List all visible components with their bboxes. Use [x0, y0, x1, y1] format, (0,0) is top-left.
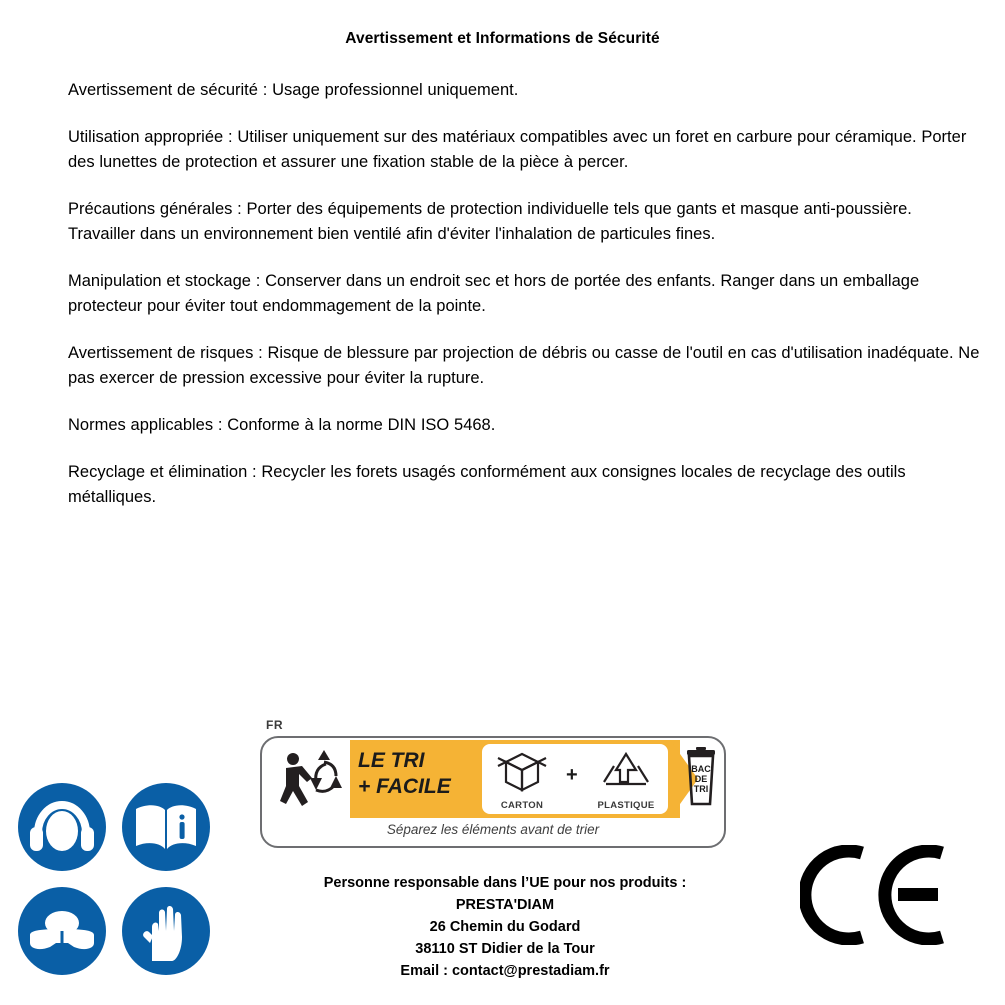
material-carton-caption: CARTON	[500, 800, 544, 811]
responsible-person-heading-prefix: Personne responsable dans l’	[323, 875, 530, 891]
paragraph-standards: Normes applicables : Conforme à la norme DIN ISO 5468.	[68, 416, 496, 434]
paragraph-recycling: Recyclage et élimination : Recycler les forets usagés conformément aux consignes locales de recyclage des outils métalliques.	[68, 463, 906, 506]
page-title: Avertissement et Informations de Sécurité	[345, 30, 660, 47]
paragraph-general-precautions: Précautions générales : Porter des équipements de protection individuelle tels que gants et masque anti-poussière. Travailler dans un environnement bien ventilé afin d'éviter l'inhalation de particules fines.	[68, 200, 912, 243]
ce-conformity-mark	[800, 845, 950, 945]
responsible-person-heading-suffix: pour nos produits :	[549, 875, 687, 891]
label-headline-line2: + FACILE	[358, 775, 451, 798]
waste-bin-caption	[682, 764, 720, 794]
responsible-person-heading	[205, 872, 805, 894]
materials-separator: +	[566, 764, 578, 786]
materials-panel	[482, 744, 668, 814]
bin-caption-line1: BAC	[691, 764, 711, 774]
read-instructions-icon	[122, 783, 210, 871]
paragraph-proper-use: Utilisation appropriée : Utiliser uniquement sur des matériaux compatibles avec un foret en carbure pour céramique. Porter des lunettes de protection et assurer une fixation stable de la pièce à percer.	[68, 128, 967, 171]
paragraph-risk-warning: Avertissement de risques : Risque de blessure par projection de débris ou casse de l'outil en cas d'utilisation inadéquate. Ne pas exercer de pression excessive pour éviter la rupture.	[68, 344, 980, 387]
country-tag: FR	[266, 718, 283, 732]
safety-text-body	[68, 78, 983, 510]
material-carton	[486, 748, 558, 811]
label-headline-line1: LE TRI	[358, 749, 425, 772]
recycling-label-box	[260, 736, 726, 848]
plastic-recycle-icon	[590, 748, 662, 794]
paragraph-handling-storage: Manipulation et stockage : Conserver dans un endroit sec et hors de portée des enfants. Ranger dans un emballage protecteur pour éviter tout endommagement de la pointe.	[68, 272, 920, 315]
company-name: PRESTA'DIAM	[455, 897, 555, 913]
bin-caption-line2: DE	[694, 774, 708, 784]
responsible-person-block	[205, 872, 805, 982]
bin-caption-line3: TRI	[693, 784, 709, 794]
company-email: Email : contact@prestadiam.fr	[400, 963, 610, 979]
hand-protection-icon	[122, 887, 210, 975]
material-plastique	[590, 748, 662, 811]
responsible-person-heading-eu: UE	[529, 875, 550, 891]
label-headline	[358, 748, 476, 800]
eye-protection-icon	[18, 887, 106, 975]
label-footnote: Séparez les éléments avant de trier	[386, 822, 600, 837]
material-plastique-caption: PLASTIQUE	[597, 800, 655, 811]
company-street: 26 Chemin du Godard	[429, 919, 581, 935]
paragraph-safety-warning: Avertissement de sécurité : Usage professionnel uniquement.	[68, 81, 519, 99]
company-city: 38110 ST Didier de la Tour	[415, 941, 595, 957]
recycling-label	[258, 718, 728, 858]
ear-protection-icon	[18, 783, 106, 871]
triman-icon	[268, 746, 348, 812]
mandatory-pictogram-group	[18, 783, 218, 988]
carton-box-icon	[486, 748, 558, 794]
